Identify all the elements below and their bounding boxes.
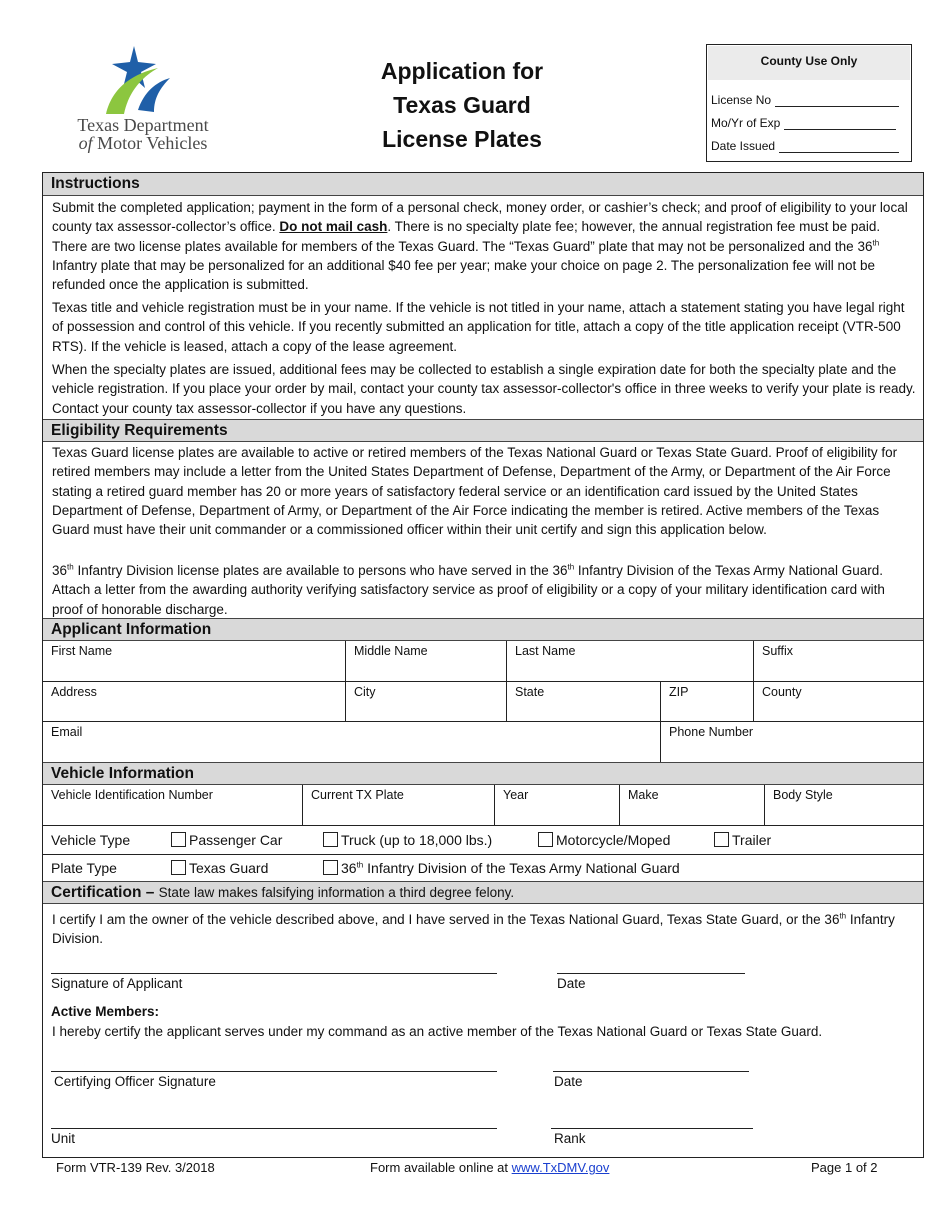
active-members-statement: I hereby certify the applicant serves under my command as an active member of the Texas National Guard or Texas State Guard. [52,1024,823,1039]
logo-line-1: Texas Department [77,115,209,135]
form-number: Form VTR-139 Rev. 3/2018 [56,1160,215,1175]
plate-type-label: Plate Type [51,860,117,876]
state-field[interactable]: State [507,682,661,722]
officer-signature-label: Certifying Officer Signature [54,1074,216,1089]
online-note: Form available online at www.TxDMV.gov [370,1160,610,1175]
infantry-plate-option[interactable]: 36th Infantry Division of the Texas Army National Guard [323,860,680,876]
star-swoosh-icon [98,44,188,116]
suffix-field[interactable]: Suffix [754,641,923,682]
unit-label: Unit [51,1131,76,1146]
county-use-title: County Use Only [708,46,910,80]
unit-line[interactable] [51,1128,497,1129]
county-use-box [706,44,912,162]
instructions-paragraph-1: Submit the completed application; payment in the form of a personal check, money order, or cashier’s check; and proof of eligibility to your local county tax assessor-collector’s office. Do not mail cash. There is no specialty plate fee; however, the annual registration fee must be paid. There are two license plates available for members of the Texas Guard. The “Texas Guard” plate that may not be personalized and the 36th Infantry plate that may be personalized for an additional $40 fee per year; make your choice on page 2. The personalization fee will not be refunded once the application is submitted. [52,200,908,293]
officer-date-line[interactable] [553,1071,749,1072]
logo-line-2: of Motor Vehicles [78,133,208,153]
applicant-heading: Applicant Information [43,618,923,641]
checkbox-icon[interactable] [171,860,186,875]
vin-field[interactable]: Vehicle Identification Number [43,785,303,826]
eligibility-heading: Eligibility Requirements [43,419,923,442]
year-field[interactable]: Year [495,785,620,826]
checkbox-icon[interactable] [323,832,338,847]
date-issued-field[interactable]: Date Issued [711,139,899,153]
application-form [42,172,924,1158]
city-field[interactable]: City [346,682,507,722]
applicant-date-line[interactable] [557,973,745,974]
zip-field[interactable]: ZIP [661,682,754,722]
license-no-field[interactable]: License No [711,93,899,107]
current-plate-field[interactable]: Current TX Plate [303,785,495,826]
email-field[interactable]: Email [43,722,661,762]
certification-heading: Certification – State law makes falsifying information a third degree felony. [43,881,923,904]
address-field[interactable]: Address [43,682,346,722]
certification-statement: I certify I am the owner of the vehicle described above, and I have served in the Texas National Guard, Texas State Guard, or the 36th Infantry Division. [52,911,895,947]
applicant-date-label: Date [557,976,586,991]
trailer-option[interactable]: Trailer [714,832,771,848]
last-name-field[interactable]: Last Name [507,641,754,682]
instructions-paragraph-2: Texas title and vehicle registration must be in your name. If the vehicle is not titled in your name, attach a statement stating you have legal right of possession and control of this vehicle. If you recently submitted an application for title, attach a copy of the title application receipt (VTR-500 RTS). If the vehicle is leased, attach a copy of the lease agreement. [52,300,905,354]
checkbox-icon[interactable] [171,832,186,847]
instructions-paragraph-3: When the specialty plates are issued, additional fees may be collected to establish a single expiration date for both the specialty plate and the vehicle registration. If you place your order by mail, contact your county tax assessor-collector's office in three weeks to verify your plate is ready. Contact your county tax assessor-collector if you have any questions. [52,362,916,416]
motorcycle-option[interactable]: Motorcycle/Moped [538,832,670,848]
first-name-field[interactable]: First Name [43,641,346,682]
checkbox-icon[interactable] [323,860,338,875]
rank-line[interactable] [551,1128,753,1129]
vehicle-type-row [43,827,923,855]
body-style-field[interactable]: Body Style [765,785,923,826]
txdmv-link[interactable]: www.TxDMV.gov [511,1160,610,1175]
checkbox-icon[interactable] [714,832,729,847]
instructions-heading: Instructions [43,173,923,196]
truck-option[interactable]: Truck (up to 18,000 lbs.) [323,832,492,848]
applicant-signature-line[interactable] [51,973,497,974]
applicant-signature-label: Signature of Applicant [51,976,183,991]
county-field[interactable]: County [754,682,923,722]
page-number: Page 1 of 2 [811,1160,878,1175]
make-field[interactable]: Make [620,785,765,826]
txdmv-logo [58,44,228,154]
exp-field[interactable]: Mo/Yr of Exp [711,116,896,130]
middle-name-field[interactable]: Middle Name [346,641,507,682]
officer-signature-line[interactable] [51,1071,497,1072]
eligibility-paragraph-2: 36th Infantry Division license plates are available to persons who have served in the 36th Infantry Division of the Texas Army National Guard. Attach a letter from the awarding authority verifying satisfactory service as proof of eligibility or a copy of your military identification card with proof of honorable discharge. [52,562,885,617]
plate-type-row [43,855,923,883]
phone-field[interactable]: Phone Number [669,725,754,739]
texas-guard-plate-option[interactable]: Texas Guard [171,860,268,876]
officer-date-label: Date [554,1074,583,1089]
page-title: Application for Texas Guard License Plates [380,58,544,152]
active-members-heading: Active Members: [51,1004,160,1019]
vehicle-heading: Vehicle Information [43,762,923,785]
rank-label: Rank [554,1131,586,1146]
eligibility-paragraph-1: Texas Guard license plates are available to active or retired members of the Texas National Guard or Texas State Guard. Proof of eligibility for retired members may include a letter from the United States Department of Defense, Department of the Army, or Department of the Air Force stating a retired guard member has 20 or more years of satisfactory federal service or an identification card issued by the United States Department of Defense, Department of Army, or Department of the Air Force indicating the member is retired. Active members of the Texas Guard must have their unit commander or a commissioned officer within their unit certify and sign this application below. [52,445,898,538]
certification-note: State law makes falsifying information a third degree felony. [158,885,515,900]
checkbox-icon[interactable] [538,832,553,847]
vehicle-type-label: Vehicle Type [51,832,131,848]
passenger-car-option[interactable]: Passenger Car [171,832,282,848]
